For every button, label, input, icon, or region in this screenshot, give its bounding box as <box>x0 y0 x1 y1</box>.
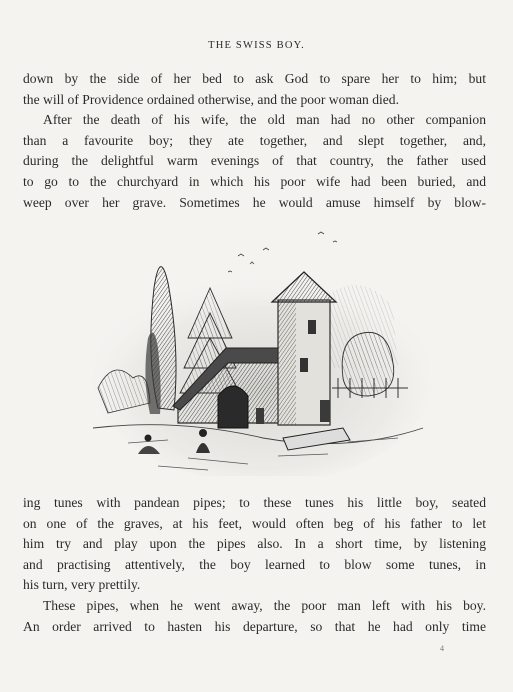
text-line: during the delightful warm evenings of that country, the father used <box>23 153 486 169</box>
text-line: down by the side of her bed to ask God to spare her to him; but <box>23 71 486 86</box>
text-line: ing tunes with pandean pipes; to these tunes his little boy, seated <box>23 495 486 510</box>
text-line: than a favourite boy; they ate together, and slept together, and, <box>23 132 486 148</box>
text-line: and practising attentively, the boy learned to blow some tunes, in <box>23 556 486 572</box>
text-line: him try and play upon the pipes also. In a short time, by listening <box>23 536 486 552</box>
text-line: his turn, very prettily. <box>23 577 141 593</box>
folio-mark: 4 <box>440 644 444 653</box>
text-block-top <box>23 69 486 213</box>
text-line: on one of the graves, at his feet, would often beg of his father to let <box>23 515 486 531</box>
churchyard-illustration <box>88 228 430 476</box>
text-line: An order arrived to hasten his departure, so that he had only time <box>23 618 486 634</box>
text-block-bottom <box>23 493 486 637</box>
text-line: to go to the churchyard in which his poor wife had been buried, and <box>23 173 486 189</box>
text-line: These pipes, when he went away, the poor man left with his boy. <box>43 597 486 613</box>
text-line: After the death of his wife, the old man had no other companion <box>43 112 486 128</box>
text-line: weep over her grave. Sometimes he would amuse himself by blow- <box>23 194 486 210</box>
running-head: THE SWISS BOY. <box>208 40 305 51</box>
text-line: the will of Providence ordained otherwise, and the poor woman died. <box>23 91 399 107</box>
